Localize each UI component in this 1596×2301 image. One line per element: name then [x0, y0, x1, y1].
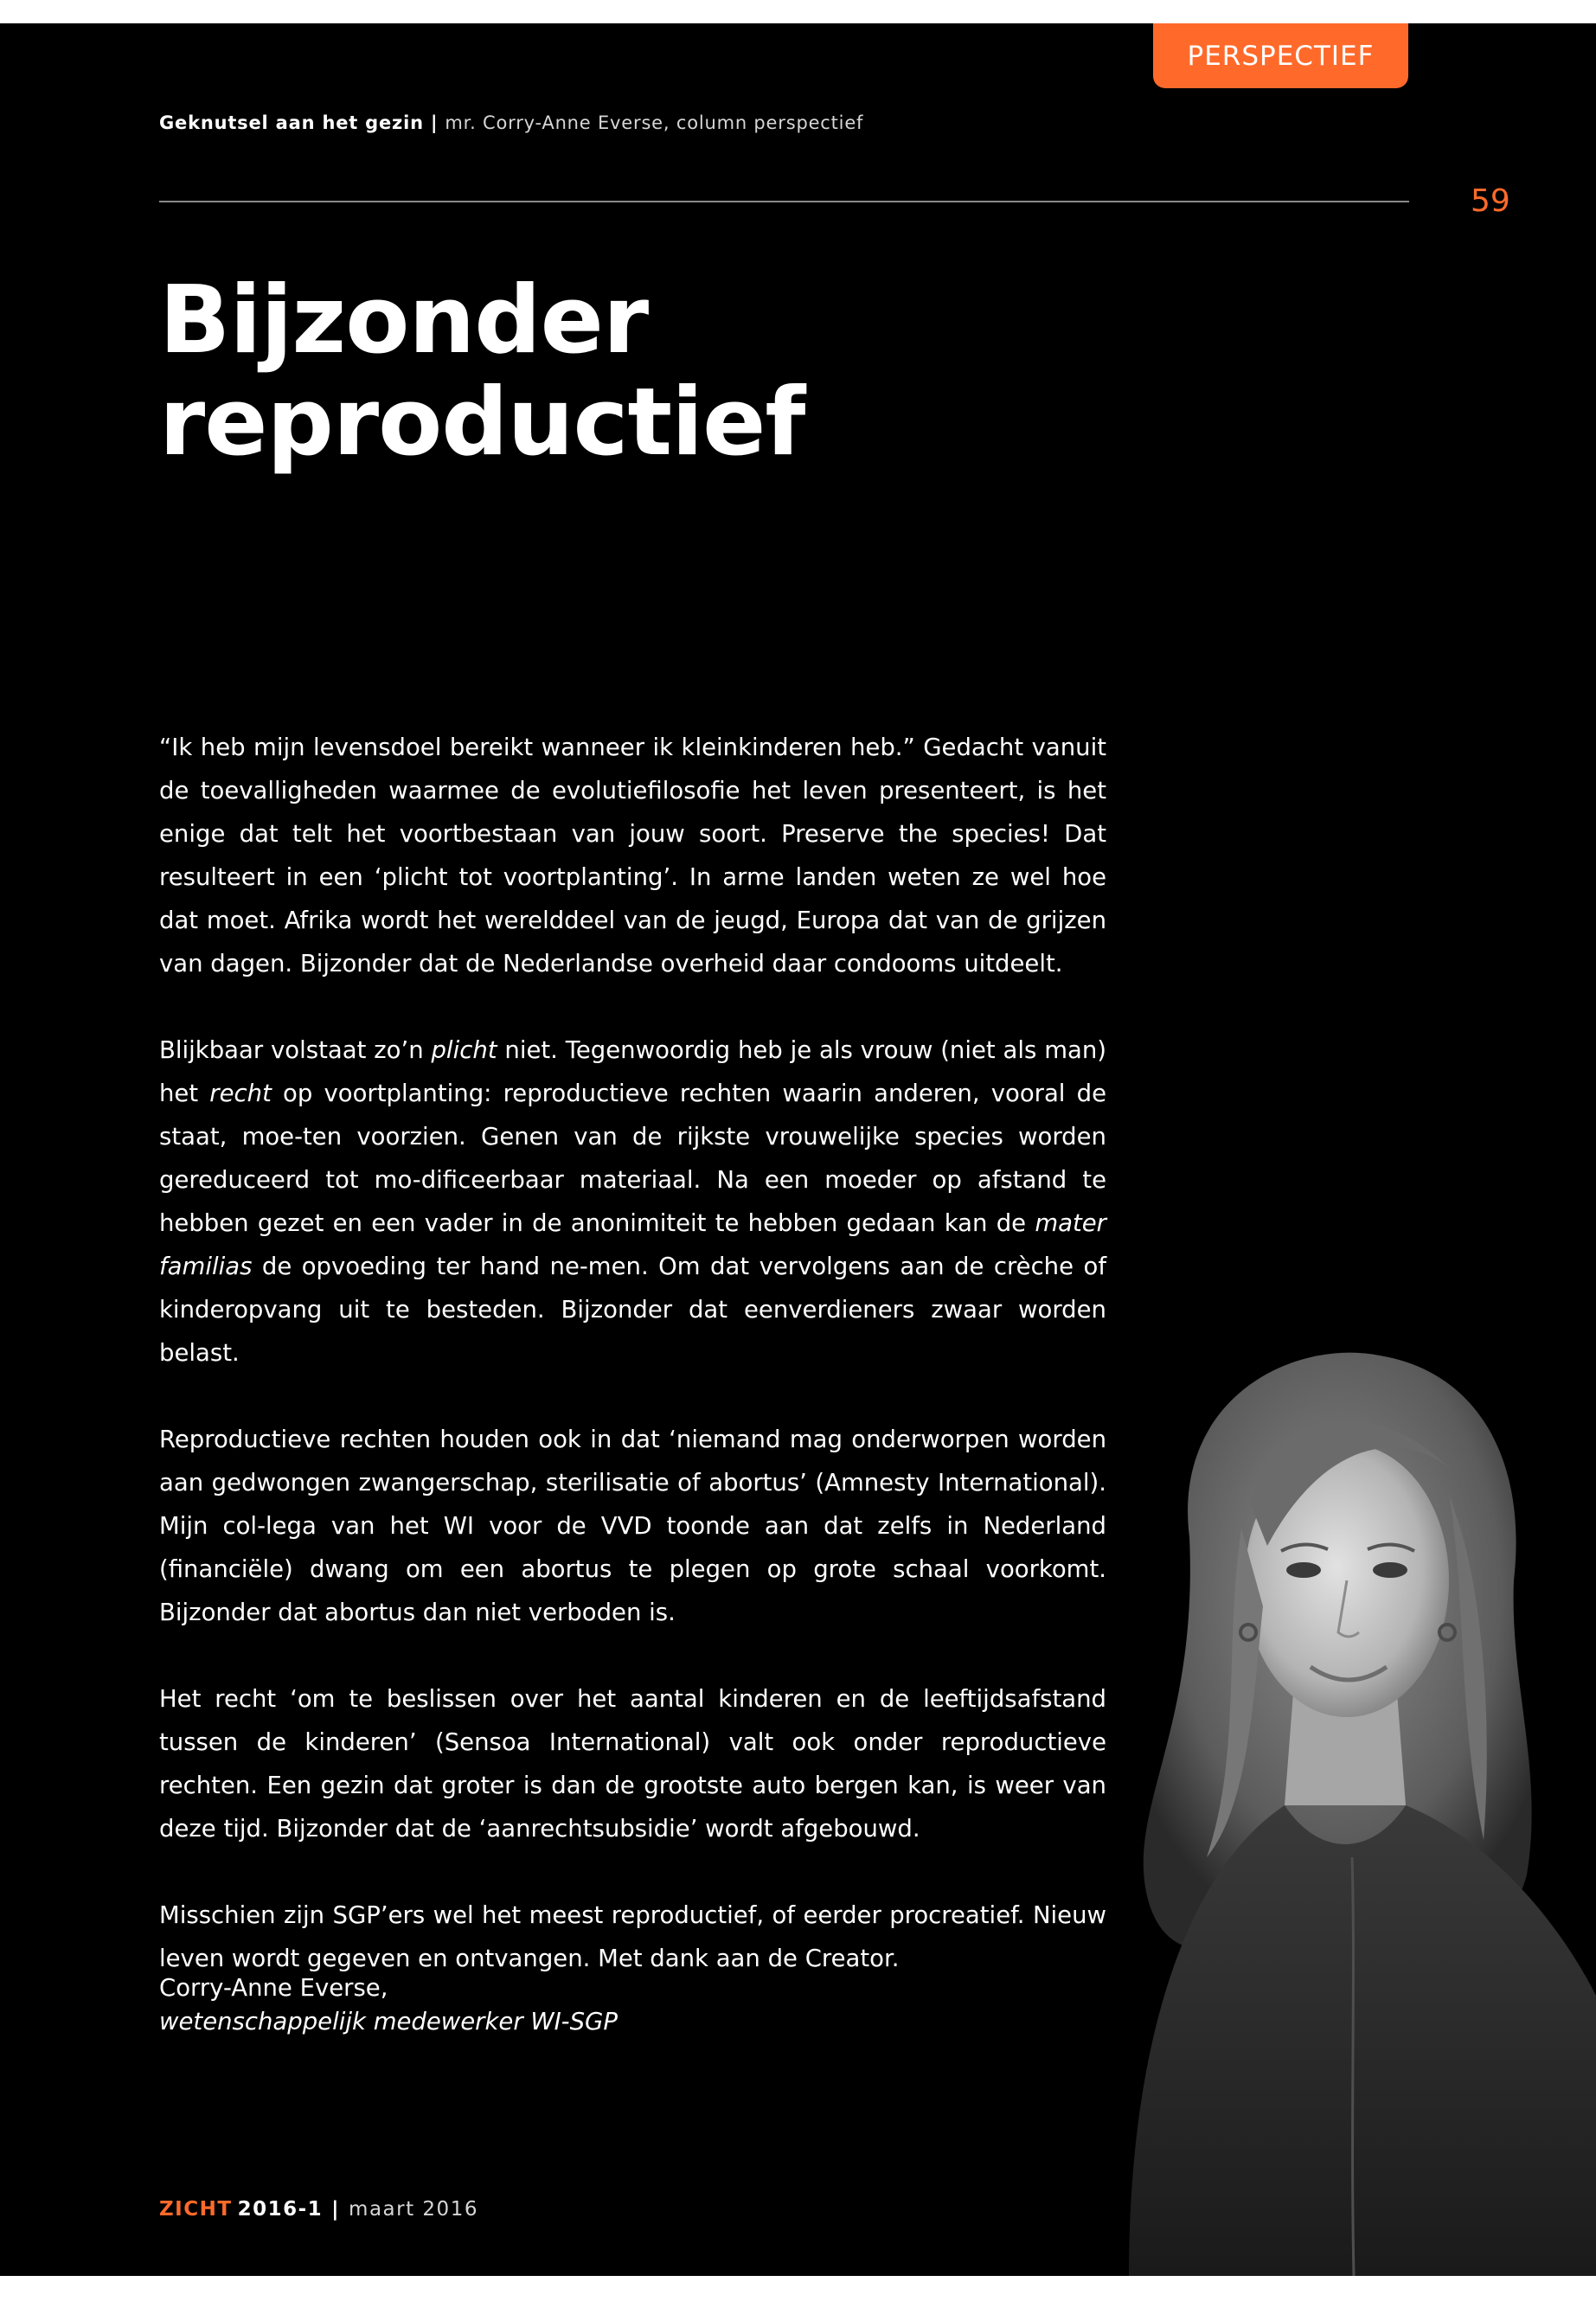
body-paragraph [159, 1677, 1106, 1850]
section-tab: PERSPECTIEF [1153, 23, 1408, 88]
body-paragraph [159, 726, 1106, 985]
text-run: Het recht ‘om te beslissen over het aantal kinderen en de leeftijdsafstand tussen de kinderen’ (Sensoa International) valt ook onder reproductieve rechten. Een gezin dat groter is dan de grootste auto bergen kan, is weer van deze tijd. Bijzonder dat de ‘aanrechtsubsidie’ wordt afgebouwd. [159, 1685, 1106, 1843]
signature-name: Corry-Anne Everse, [159, 1974, 388, 2002]
article-body [159, 726, 1106, 2023]
page-number: 59 [1471, 183, 1510, 219]
footer [159, 2198, 478, 2221]
italic-phrase: mater familias [159, 1209, 1106, 1280]
signature [159, 1971, 618, 2039]
magazine-page [0, 23, 1596, 2276]
author-portrait [1077, 1321, 1596, 2276]
series-title: Geknutsel aan het gezin [159, 112, 424, 133]
header-separator: | [430, 112, 439, 133]
body-paragraph [159, 1894, 1106, 1980]
text-run: Misschien zijn SGP’ers wel het meest reproductief, of eerder procreatief. Nieuw leven wordt gegeven en ontvangen. Met dank aan de Creator. [159, 1901, 1106, 1972]
footer-separator: | [331, 2198, 341, 2221]
header-rule [159, 201, 1409, 202]
issue-date: maart 2016 [349, 2198, 478, 2221]
author-line: mr. Corry-Anne Everse, column perspectief [445, 112, 864, 133]
text-run: Reproductieve rechten houden ook in dat ‘niemand mag onderworpen worden aan gedwongen zwangerschap, sterilisatie of abortus’ (Amnesty International). Mijn col-lega van het WI voor de VVD toonde aan dat zelfs in Nederland (financiële) dwang om een abortus te plegen op grote schaal voorkomt. Bijzonder dat abortus dan niet verboden is. [159, 1426, 1106, 1626]
signature-role: wetenschappelijk medewerker WI-SGP [159, 2008, 618, 2035]
text-run: niet. Tegenwoordig heb je als vrouw (niet als man) het [159, 1036, 1106, 1107]
issue-number: 2016-1 [237, 2198, 324, 2221]
body-paragraph [159, 1418, 1106, 1634]
text-run: op voortplanting: reproductieve rechten waarin anderen, vooral de staat, moe-ten voorzien. Genen van de rijkste vrouwelijke species worden gereduceerd tot mo-dificeerbaar materiaal. Na een moeder op afstand te hebben gezet en een vader in de anonimiteit te hebben gedaan kan de [159, 1080, 1106, 1237]
magazine-name: ZICHT [159, 2198, 233, 2221]
body-paragraph [159, 1029, 1106, 1375]
italic-phrase: plicht [431, 1036, 497, 1064]
running-head [159, 112, 863, 133]
title-line-1: Bijzonder [159, 266, 649, 375]
italic-phrase: recht [209, 1080, 272, 1107]
text-run: “Ik heb mijn levensdoel bereikt wanneer ik kleinkinderen heb.” Gedacht vanuit de toevalligheden waarmee de evolutiefilosofie het leven presenteert, is het enige dat telt het voortbestaan van jouw soort. Preserve the species! Dat resulteert in een ‘plicht tot voortplanting’. In arme landen weten ze wel hoe dat moet. Afrika wordt het werelddeel van de jeugd, Europa dat van de grijzen van dagen. Bijzonder dat de Nederlandse overheid daar condooms uitdeelt. [159, 734, 1106, 977]
text-run: Blijkbaar volstaat zo’n [159, 1036, 432, 1064]
text-run: de opvoeding ter hand ne-men. Om dat vervolgens aan de crèche of kinderopvang uit te besteden. Bijzonder dat eenverdieners zwaar worden belast. [159, 1253, 1106, 1367]
article-title [159, 266, 805, 477]
title-line-2: reproductief [159, 369, 805, 477]
